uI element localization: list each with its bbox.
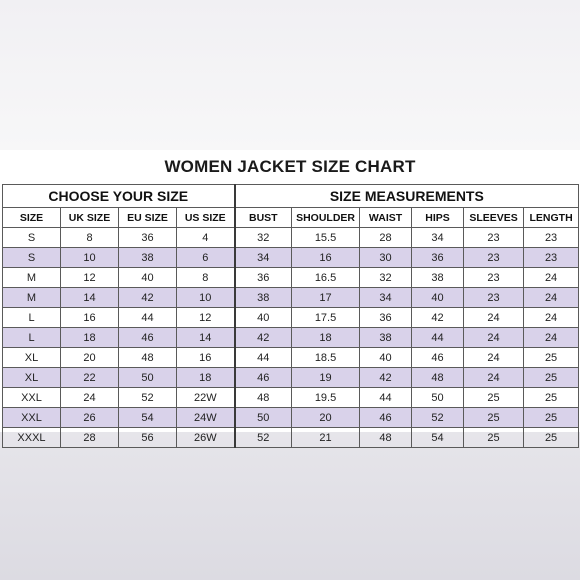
cell-us-size: 12 (177, 308, 235, 328)
cell-bust: 42 (235, 328, 292, 348)
cell-eu-size: 46 (119, 328, 177, 348)
cell-uk-size: 24 (61, 388, 119, 408)
column-header-size: SIZE (3, 208, 61, 228)
cell-bust: 48 (235, 388, 292, 408)
column-header-bust: BUST (235, 208, 292, 228)
cell-us-size: 4 (177, 228, 235, 248)
cell-eu-size: 36 (119, 228, 177, 248)
column-header-row (3, 208, 579, 228)
cell-hips: 34 (412, 228, 464, 248)
cell-shoulder: 21 (292, 428, 360, 448)
cell-uk-size: 14 (61, 288, 119, 308)
table-row (3, 328, 579, 348)
cell-hips: 46 (412, 348, 464, 368)
cell-hips: 38 (412, 268, 464, 288)
cell-eu-size: 42 (119, 288, 177, 308)
cell-bust: 52 (235, 428, 292, 448)
cell-bust: 38 (235, 288, 292, 308)
cell-shoulder: 16 (292, 248, 360, 268)
cell-eu-size: 50 (119, 368, 177, 388)
cell-size: XXL (3, 388, 61, 408)
cell-eu-size: 40 (119, 268, 177, 288)
cell-bust: 46 (235, 368, 292, 388)
cell-hips: 48 (412, 368, 464, 388)
table-row (3, 248, 579, 268)
cell-hips: 52 (412, 408, 464, 428)
group-header-row (3, 185, 579, 208)
cell-waist: 36 (360, 308, 412, 328)
column-header-sleeves: SLEEVES (464, 208, 524, 228)
column-header-length: LENGTH (524, 208, 579, 228)
size-chart-card (0, 150, 580, 444)
cell-sleeves: 25 (464, 428, 524, 448)
cell-uk-size: 18 (61, 328, 119, 348)
cell-length: 24 (524, 288, 579, 308)
cell-waist: 38 (360, 328, 412, 348)
cell-hips: 42 (412, 308, 464, 328)
table-row (3, 348, 579, 368)
cell-shoulder: 18.5 (292, 348, 360, 368)
cell-size: S (3, 228, 61, 248)
cell-size: L (3, 328, 61, 348)
cell-us-size: 24W (177, 408, 235, 428)
cell-waist: 40 (360, 348, 412, 368)
cell-waist: 28 (360, 228, 412, 248)
cell-uk-size: 20 (61, 348, 119, 368)
table-row (3, 268, 579, 288)
cell-shoulder: 19.5 (292, 388, 360, 408)
cell-us-size: 16 (177, 348, 235, 368)
cell-bust: 44 (235, 348, 292, 368)
group-header-measure: SIZE MEASUREMENTS (235, 185, 579, 208)
cell-size: XL (3, 348, 61, 368)
cell-size: L (3, 308, 61, 328)
table-row (3, 288, 579, 308)
cell-size: M (3, 268, 61, 288)
size-table (2, 184, 579, 448)
cell-sleeves: 23 (464, 288, 524, 308)
cell-eu-size: 48 (119, 348, 177, 368)
cell-us-size: 8 (177, 268, 235, 288)
column-header-uk-size: UK SIZE (61, 208, 119, 228)
cell-uk-size: 12 (61, 268, 119, 288)
cell-shoulder: 17 (292, 288, 360, 308)
cell-hips: 40 (412, 288, 464, 308)
cell-length: 23 (524, 248, 579, 268)
table-row (3, 228, 579, 248)
cell-length: 24 (524, 268, 579, 288)
cell-sleeves: 24 (464, 308, 524, 328)
cell-us-size: 26W (177, 428, 235, 448)
cell-us-size: 14 (177, 328, 235, 348)
cell-waist: 34 (360, 288, 412, 308)
cell-uk-size: 16 (61, 308, 119, 328)
cell-sleeves: 24 (464, 348, 524, 368)
cell-sleeves: 25 (464, 408, 524, 428)
cell-sleeves: 23 (464, 248, 524, 268)
cell-uk-size: 28 (61, 428, 119, 448)
cell-shoulder: 16.5 (292, 268, 360, 288)
column-header-eu-size: EU SIZE (119, 208, 177, 228)
cell-us-size: 10 (177, 288, 235, 308)
cell-waist: 48 (360, 428, 412, 448)
cell-waist: 44 (360, 388, 412, 408)
table-row (3, 308, 579, 328)
cell-eu-size: 54 (119, 408, 177, 428)
cell-eu-size: 56 (119, 428, 177, 448)
cell-length: 24 (524, 308, 579, 328)
cell-length: 25 (524, 368, 579, 388)
cell-length: 25 (524, 408, 579, 428)
table-row (3, 388, 579, 408)
table-row (3, 428, 579, 448)
cell-length: 25 (524, 348, 579, 368)
cell-sleeves: 23 (464, 228, 524, 248)
cell-us-size: 6 (177, 248, 235, 268)
cell-length: 25 (524, 428, 579, 448)
size-rows (3, 228, 579, 448)
cell-shoulder: 19 (292, 368, 360, 388)
cell-length: 23 (524, 228, 579, 248)
cell-length: 25 (524, 388, 579, 408)
cell-hips: 44 (412, 328, 464, 348)
cell-waist: 46 (360, 408, 412, 428)
cell-length: 24 (524, 328, 579, 348)
cell-uk-size: 22 (61, 368, 119, 388)
cell-bust: 36 (235, 268, 292, 288)
cell-bust: 34 (235, 248, 292, 268)
cell-bust: 50 (235, 408, 292, 428)
cell-eu-size: 38 (119, 248, 177, 268)
cell-sleeves: 24 (464, 328, 524, 348)
cell-size: S (3, 248, 61, 268)
column-header-us-size: US SIZE (177, 208, 235, 228)
cell-size: XXXL (3, 428, 61, 448)
cell-shoulder: 17.5 (292, 308, 360, 328)
cell-shoulder: 15.5 (292, 228, 360, 248)
column-header-waist: WAIST (360, 208, 412, 228)
group-header-choose: CHOOSE YOUR SIZE (3, 185, 235, 208)
cell-hips: 50 (412, 388, 464, 408)
cell-bust: 32 (235, 228, 292, 248)
cell-sleeves: 23 (464, 268, 524, 288)
cell-hips: 36 (412, 248, 464, 268)
table-row (3, 368, 579, 388)
column-header-shoulder: SHOULDER (292, 208, 360, 228)
cell-shoulder: 18 (292, 328, 360, 348)
cell-us-size: 22W (177, 388, 235, 408)
chart-title: WOMEN JACKET SIZE CHART (164, 157, 416, 176)
cell-shoulder: 20 (292, 408, 360, 428)
cell-uk-size: 10 (61, 248, 119, 268)
cell-waist: 30 (360, 248, 412, 268)
cell-eu-size: 52 (119, 388, 177, 408)
cell-size: XL (3, 368, 61, 388)
cell-eu-size: 44 (119, 308, 177, 328)
cell-hips: 54 (412, 428, 464, 448)
cell-bust: 40 (235, 308, 292, 328)
cell-us-size: 18 (177, 368, 235, 388)
column-header-hips: HIPS (412, 208, 464, 228)
cell-waist: 42 (360, 368, 412, 388)
cell-waist: 32 (360, 268, 412, 288)
cell-sleeves: 25 (464, 388, 524, 408)
cell-size: M (3, 288, 61, 308)
cell-size: XXL (3, 408, 61, 428)
cell-uk-size: 26 (61, 408, 119, 428)
cell-uk-size: 8 (61, 228, 119, 248)
cell-sleeves: 24 (464, 368, 524, 388)
table-row (3, 408, 579, 428)
